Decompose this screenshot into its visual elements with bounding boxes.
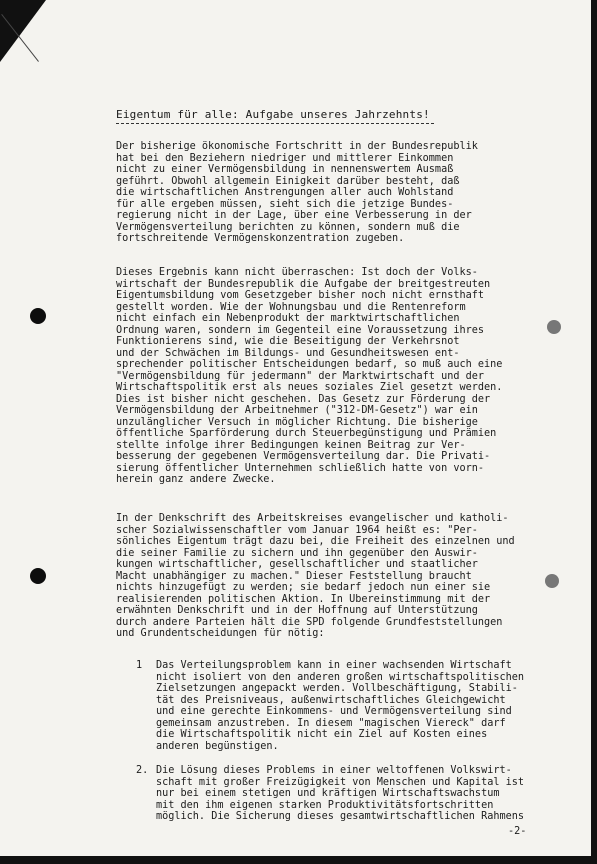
- text-line: tät des Preisniveaus, außenwirtschaftliches Gleichgewicht: [156, 694, 506, 706]
- paragraph-1: [116, 141, 552, 245]
- punch-hole: [30, 568, 46, 584]
- list-item-body: [156, 765, 561, 823]
- text-line: realisierenden politischen Aktion. In Übereinstimmung mit der: [116, 593, 491, 605]
- page-number: -2-: [508, 826, 527, 837]
- text-line: geführt. Obwohl allgemein Einigkeit darüber besteht, daß: [116, 175, 460, 187]
- title-underline: [116, 123, 434, 124]
- text-line: sierung öffentlicher Unternehmen schließlich hatte von vorn-: [116, 462, 485, 474]
- text-line: und Grundentscheidungen für nötig:: [116, 628, 325, 639]
- text-line: wirtschaft der Bundesrepublik die Aufgabe der breitgestreuten: [116, 278, 491, 290]
- text-line: durch andere Parteien hält die SPD folgende Grundfeststellungen: [116, 616, 503, 628]
- text-line: öffentliche Sparförderung durch Steuerbegünstigung und Prämien: [116, 428, 497, 439]
- text-line: und eine gerechte Einkommens- und Vermögensverteilung sind: [156, 706, 512, 717]
- text-line: und der Schwächen im Bildungs- und Gesundheitswesen ent-: [116, 347, 460, 359]
- document-title: Eigentum für alle: Aufgabe unseres Jahrzehnts!: [116, 108, 430, 121]
- text-line: gestellt worden. Wie der Wohnungsbau und die Rentenreform: [116, 301, 466, 313]
- text-line: "Vermögensbildung für jedermann" der Marktwirtschaft und der: [116, 370, 485, 382]
- paragraph-2: [116, 267, 552, 486]
- text-line: Funktionierens sind, wie die Beseitigung der Verkehrsnot: [116, 336, 460, 347]
- paragraph-3: [116, 513, 552, 640]
- text-line: Das Verteilungsproblem kann in einer wachsenden Wirtschaft: [156, 660, 512, 671]
- text-line: die wirtschaftlichen Anstrengungen aller auch Wohlstand: [116, 187, 454, 198]
- text-line: Der bisherige ökonomische Fortschritt in der Bundesrepublik: [116, 141, 478, 152]
- text-line: Zielsetzungen angepackt werden. Vollbeschäftigung, Stabili-: [156, 683, 518, 694]
- text-line: schaft mit großer Freizügigkeit von Menschen und Kapital ist: [156, 776, 525, 788]
- list-item-body: [156, 660, 561, 752]
- text-line: regierung nicht in der Lage, über eine Verbesserung in der: [116, 210, 472, 221]
- text-line: Macht unabhängiger zu machen." Dieser Feststellung braucht: [116, 570, 472, 582]
- text-line: stellte infolge ihrer Bedingungen keinen Beitrag zur Ver-: [116, 439, 466, 451]
- text-line: Dieses Ergebnis kann nicht überraschen: Ist doch der Volks-: [116, 267, 478, 278]
- folded-corner: [0, 0, 46, 62]
- text-line: anderen begünstigen.: [156, 740, 279, 752]
- text-line: nicht isoliert von den anderen großen wirtschaftspolitischen: [156, 671, 525, 683]
- text-line: möglich. Die Sicherung dieses gesamtwirtschaftlichen Rahmens: [156, 811, 525, 822]
- list-number: 2.: [136, 765, 149, 776]
- text-line: nicht zu einer Vermögensbildung in nennenswertem Ausmaß: [116, 164, 454, 175]
- text-line: Vermögensverteilung berichten zu können, sondern muß die: [116, 221, 460, 233]
- text-line: sönliches Eigentum trägt dazu bei, die Freiheit des einzelnen und: [116, 536, 515, 547]
- punch-hole: [30, 308, 46, 324]
- text-line: herein ganz andere Zwecke.: [116, 474, 276, 485]
- text-line: für alle ergeben müssen, sieht sich die jetzige Bundes-: [116, 198, 454, 210]
- text-line: nur bei einem stetigen und kräftigen Wirtschaftswachstum: [156, 788, 500, 799]
- list-number: 1: [136, 660, 143, 671]
- text-line: Wirtschaftspolitik erst als neues soziales Ziel gesetzt werden.: [116, 382, 503, 393]
- text-line: mit den ihm eigenen starken Produktivitätsfortschritten: [156, 799, 494, 811]
- text-line: fortschreitende Vermögenskonzentration zugeben.: [116, 233, 405, 244]
- text-line: gemeinsam anzustreben. In diesem "magischen Viereck" darf: [156, 717, 506, 729]
- text-line: Die Lösung dieses Problems in einer weltoffenen Volkswirt-: [156, 765, 512, 776]
- text-line: nicht einfach ein Nebenprodukt der marktwirtschaftlichen: [116, 313, 460, 324]
- text-line: kungen wirtschaftlicher, gesellschaftlicher und staatlicher: [116, 559, 478, 570]
- text-line: die Wirtschaftspolitik nicht ein Ziel auf Kosten eines: [156, 729, 488, 740]
- text-line: Ordnung waren, sondern im Gegenteil eine Voraussetzung ihres: [116, 324, 485, 336]
- text-line: nichts hinzugefügt zu werden; sie bedarf jedoch nun einer sie: [116, 582, 491, 593]
- text-line: erwähnten Denkschrift und in der Hoffnung auf Unterstützung: [116, 605, 478, 616]
- text-line: Vermögensbildung der Arbeitnehmer ("312-DM-Gesetz") war ein: [116, 405, 478, 416]
- text-line: hat bei den Beziehern niedriger und mittlerer Einkommen: [116, 152, 454, 164]
- text-line: Dies ist bisher nicht geschehen. Das Gesetz zur Förderung der: [116, 393, 491, 405]
- text-line: die seiner Familie zu sichern und ihn gegenüber den Auswir-: [116, 547, 478, 559]
- text-line: scher Sozialwissenschaftler vom Januar 1964 heißt es: "Per-: [116, 524, 478, 536]
- text-line: unzulänglicher Versuch in möglicher Richtung. Die bisherige: [116, 416, 478, 428]
- text-line: besserung der gegebenen Vermögensverteilung dar. Die Privati-: [116, 451, 491, 462]
- text-line: In der Denkschrift des Arbeitskreises evangelischer und katholi-: [116, 513, 509, 524]
- text-line: Eigentumsbildung vom Gesetzgeber bisher noch nicht ernsthaft: [116, 290, 485, 301]
- text-line: sprechender politischer Entscheidungen bedarf, so muß auch eine: [116, 359, 503, 370]
